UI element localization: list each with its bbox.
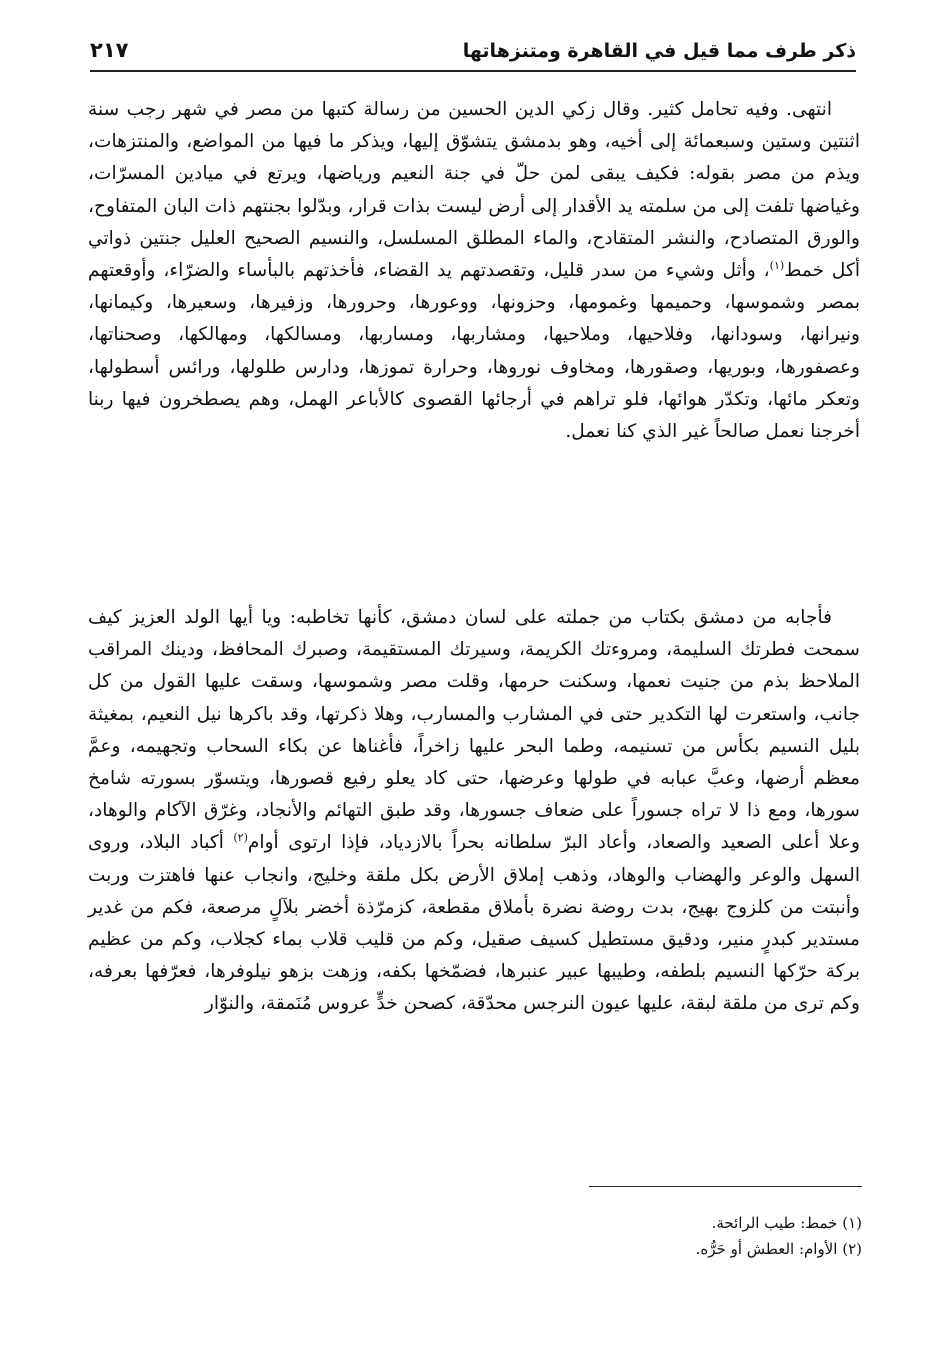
footnote-ref-1: (١) [769,258,785,272]
footnote-ref-2: (٢) [233,831,248,845]
footnote-2-text: الأوام: العطش أو حَرُّه. [695,1240,838,1258]
footnote-1 [262,1210,862,1236]
paragraph-1-text-a: انتهى. وفيه تحامل كثير. وقال زكي الدين الحسين من رسالة كتبها من مصر في شهر رجب سنة اثنتين وستين وسبعمائة إلى أخيه، وهو بدمشق يتشوّق إليها، ويذكر ما فيها من المواضع، والمنتزهات، ويذم من مصر بقوله: فكيف يبقى لمن حلّ في جنة النعيم ورياضها، ويرتع في ميادين المسرّات، وغياضها تلفت إلى من سلمته يد الأقدار إلى أرض ليست بذات قرار، وبدّلوا بجنتهم ذات البان المتفاوح، والورق المتصادح، والنشر المتقادح، والماء المطلق المسلسل، والنسيم الصحيح العليل جنتين ذواتي أكل خمط [88,99,860,282]
paragraph-1 [88,94,860,448]
paragraph-2-text-a: فأجابه من دمشق بكتاب من جملته على لسان دمشق، كأنها تخاطبه: ويا أيها الولد العزيز كيف سمحت فطرتك السليمة، ومروءتك الكريمة، وسيرتك المستقيمة، وصبرك المحافظ، ودينك المراقب الملاحظ بذم من جنيت نعمها، وسكنت حرمها، وقلت مصر وشموسها، وسقت عليها القول من كل جانب، واستعرت لها التكدير حتى في المشارب والمسارب، وهلا ذكرتها، وقد باكرها نيل النعيم، بمغيثة بليل النسيم بكأس من تسنيمه، وطما البحر عليها زاخراً، فأغناها عن بكاء السحاب وتجهيمه، وعمَّ معظم أرضها، وعبَّ عبابه في طولها وعرضها، حتى كاد يعلو رفيع قصورها، ويتسوّر بسورته شامخ سورها، ومع ذا لا تراه جسوراً على ضعاف جسورها، وقد طبق التهائم والأنجاد، وغرّق الآكام والوهاد، وعلا أعلى الصعيد والصعاد، وأعاد البرّ سلطانه بحراً بالازدياد، فإذا ارتوى أوام [88,607,860,854]
paragraph-2-text-b: أكباد البلاد، وروى السهل والوعر والهضاب والوهاد، وذهب إملاق الأرض بكل ملقة وخليج، وانجاب عنها فاهتزت وربت وأنبتت من كلزوج بهيج، بدت روضة نضرة بأملاق مقطعة، كزمرّذة أخضر بلآلٍ مرصعة، فكم من غدير مستدير كبدرٍ منير، ودقيق مستطيل كسيف صقيل، وكم من قليب قلاب بماء كجلاب، وكم من عظيم بركة حرّكها النسيم بلطفه، وطيبها عبير عنبرها، فضمّخها بكفه، وزهت بزهو نيلوفرها، فعرّفها بعرفه، وكم ترى من ملقة لبقة، عليها عيون النرجس محدّقة، كصحن خدٍّ عروس مُنَمقة، والنوّار [88,832,860,1015]
paragraph-2 [88,602,860,1021]
page-number: ٢١٧ [90,38,129,62]
paragraph-1-text-b: ، وأثل وشيء من سدر قليل، وتقصدتهم يد القضاء، فأخذتهم بالبأساء والضرّاء، وأوقعتهم بمصر وشموسها، وحميمها وغمومها، وحزونها، ووعورها، وحرورها، وزفيرها، وسعيرها، وكيمانها، ونيرانها، وسودانها، وفلاحيها، وملاحيها، ومشاربها، ومساربها، ومسالكها، ومهالكها، وصحناتها، وعصفورها، وبوريها، وصقورها، ومخاوف نوروها، وحرارة تموزها، ودارس طلولها، ورائس أسطولها، وتعكر مائها، وتكدّر هوائها، فلو تراهم في أرجائها القصوى كالأباعر الهمل، وهم يصطخرون فيها ربنا أخرجنا نعمل صالحاً غير الذي كنا نعمل. [88,260,860,443]
main-text-block-1 [88,94,860,448]
page-header [90,22,856,62]
footnotes [262,1210,862,1262]
running-title: ذكر طرف مما قيل في القاهرة ومتنزهاتها [462,40,856,62]
header-divider [90,70,856,72]
footnote-1-text: خمط: طيب الرائحة. [711,1214,838,1232]
footnote-1-marker: (١) [842,1214,862,1232]
main-text-block-2 [88,602,860,1021]
footnote-2-marker: (٢) [842,1240,862,1258]
footnote-2 [262,1236,862,1262]
footnote-divider [589,1186,862,1187]
